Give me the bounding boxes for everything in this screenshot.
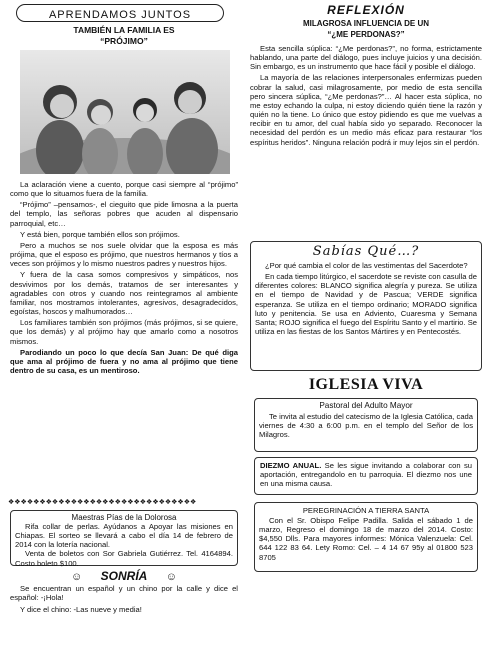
peregrinacion-title: PEREGRINACIÓN A TIERRA SANTA [302, 506, 430, 515]
maestras-title: Maestras Pías de la Dolorosa [71, 513, 177, 522]
peregrinacion-text: Con el Sr. Obispo Felipe Padilla. Salida el sábado 1 de marzo, Regreso el domingo 18 de marzo del 2014. Costo: $4,550 Dlls. Para mayores informes: Mónica Valenzuela: Cel. 644 122 83 64. Lety Romo: Cel. – 4 14 67 95y al 01800 523 8705 [259, 516, 473, 562]
family-photo-icon [20, 50, 230, 174]
sonria-joke [10, 584, 238, 614]
paragraph: Los familiares también son prójimos (más prójimos, si se quiere, que los demás) y al prójimo hay que amarlo como a nosotros mismos. [10, 318, 238, 346]
pastoral-box [254, 398, 478, 452]
decorative-divider: ❖❖❖❖❖❖❖❖❖❖❖❖❖❖❖❖❖❖❖❖❖❖❖❖❖❖❖❖❖❖ [8, 499, 197, 506]
joke-line: Y dice el chino: -Las nueve y media! [20, 605, 142, 615]
sonria-heading [6, 567, 242, 585]
paragraph: La aclaración viene a cuento, porque casi siempre al “prójimo” como que lo situamos fuera de la familia. [10, 180, 238, 199]
sabias-title: Sabías Qué…? [312, 244, 420, 259]
diezmo-label: DIEZMO ANUAL. [260, 461, 322, 470]
reflexion-subtitle-2: “¿ME PERDONAS?” [327, 30, 405, 39]
reflexion-article [250, 44, 482, 147]
smiley-icon: ☺ [70, 571, 83, 583]
peregrinacion-box [254, 502, 478, 572]
reflexion-title: REFLEXIÓN [327, 3, 405, 17]
maestras-text: Rifa collar de perlas. Ayúdanos a Apoyar las misiones en Chiapas. El sorteo se llevará a cabo el día 14 de febrero de 2014 con la lotería nacional. [15, 522, 233, 550]
paragraph: Parodiando un poco lo que decía San Juan: De qué diga que ama al prójimo de fuera y no ama al prójimo que tiene dentro de su casa, es un mentiroso. [10, 347, 238, 375]
sabias-box [250, 241, 482, 371]
pastoral-text: Te invita al estudio del catecismo de la Iglesia Católica, cada viernes de 4:30 a 6:00 p.m. en el templo del Señor de los Milagros. [259, 412, 473, 440]
diezmo-body: Se les sigue invitando a colaborar con su aportación, entregandolo en tu parroquia. El diezmo nos une en una misma causa. [260, 461, 472, 489]
family-photo [20, 50, 230, 174]
aprendamos-header [16, 4, 224, 22]
iglesia-viva-title: IGLESIA VIVA [308, 376, 424, 393]
aprendamos-title: APRENDAMOS JUNTOS [48, 9, 192, 21]
paragraph: La mayoría de las relaciones interpersonales enfermizas pueden cobrar la salud, casi milagrosamente, por medio de esta sencilla pero sincera súplica, “¿Me perdonas?”… Al hacer esta súplica, no me estoy echando la culpa, ni estoy diciendo quién tiene la razón y quién no la tiene. Lo único que estoy pidiendo es que me vuelvas a recibir en tu amor, del cual había sido yo separado. Reconocer la necesidad del perdón es un medio más eficaz para restaurar “los espíritus heridos”. Ninguna relación podrá ir muy lejos sin el perdón. [250, 73, 482, 147]
joke-line: Se encuentran un español y un chino por la calle y dice el español: -¡Hola! [10, 584, 238, 603]
sonria-title: SONRÍA [100, 569, 148, 583]
smiley-icon: ☺ [165, 571, 178, 583]
family-subtitle-2: “PRÓJIMO” [100, 36, 148, 46]
paragraph: Pero a muchos se nos suele olvidar que la esposa es más prójima, que el esposo es prójimo, que nuestros hermanos y tíos a veces son prójimos y lo mismo nuestros padres y nuestros hijos. [10, 240, 238, 269]
diezmo-text [255, 458, 477, 491]
paragraph: Esta sencilla súplica: “¿Me perdonas?”, no forma, estrictamente hablando, una parte del diálogo, pues incluye juicios y una decisión. Sin embargo, es un instrumento que hace fácil y posible el diálogo. [250, 44, 482, 72]
sabias-question: ¿Por qué cambia el color de las vestimentas del Sacerdote? [265, 261, 468, 270]
paragraph: Y fuera de la casa somos compresivos y simpáticos, nos desvivimos por los demás, tratamos de ser interesantes y agradables con otros y cuando nos reintegramos al ambiente familiar, nos mostramos intolerantes, agresivos, desagradecidos, egoístas, hoscos y malhumorados… [10, 270, 238, 317]
sabias-answer: En cada tiempo litúrgico, el sacerdote se reviste con casulla de diferentes colores: BLANCO significa alegría y pureza. Se utiliza en el tiempo de Navidad y de Pascua; VERDE significa esperanza. Se utiliza en el tiempo ordinario; MORADO significa luto y penitencia. Se usa en Adviento, Cuaresma y Semana Santa; ROJO significa el fuego del Espíritu Santo y el martirio. Se utiliza en las fiestas de los Santos Mártires y en Pentecostés. [255, 272, 477, 337]
family-article [10, 180, 238, 375]
diezmo-box [254, 457, 478, 495]
family-subtitle-1: TAMBIÉN LA FAMILIA ES [73, 25, 175, 35]
pastoral-title: Pastoral del Adulto Mayor [319, 401, 413, 410]
maestras-box [10, 510, 238, 566]
maestras-contact: Venta de boletos con Sor Gabriela Gutiérrez. Tel. 4164894. Costo boleto $100. [15, 549, 233, 568]
paragraph: “Prójimo” –pensamos-, el cieguito que pide limosna a la puerta del templo, las señoras pobres que acuden al dispensario parroquial, etc… [10, 200, 238, 228]
paragraph: Y está bien, porque también ellos son prójimos. [20, 229, 180, 239]
reflexion-subtitle-1: MILAGROSA INFLUENCIA DE UN [302, 19, 430, 28]
